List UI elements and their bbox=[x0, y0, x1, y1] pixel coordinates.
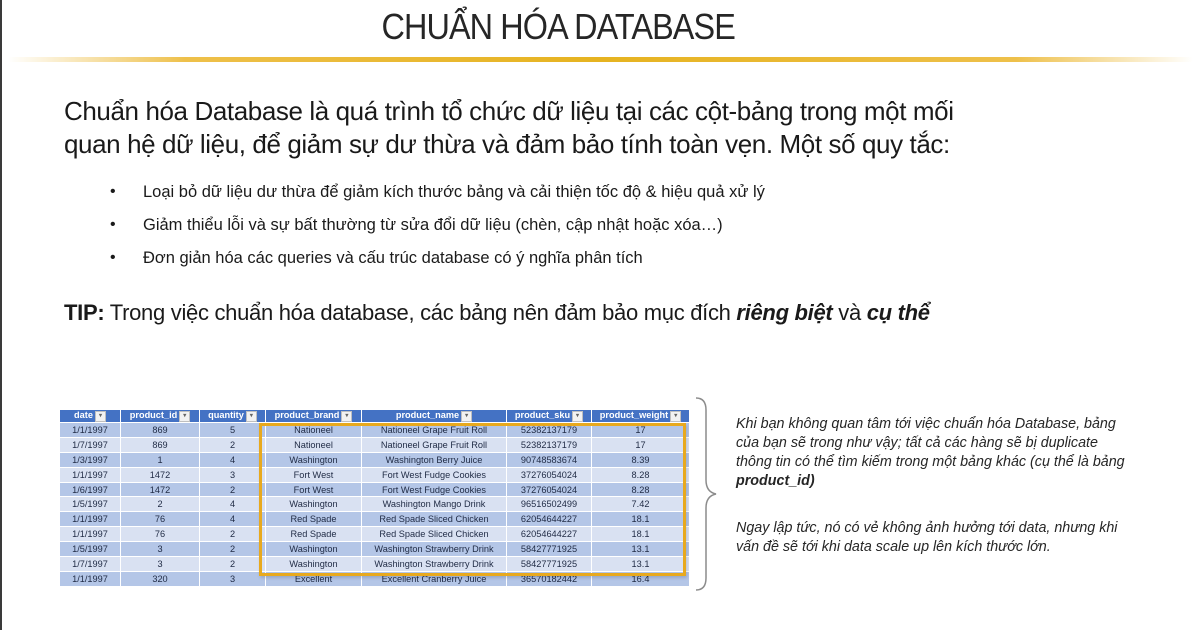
slide-left-border bbox=[0, 0, 2, 630]
table-row bbox=[60, 482, 690, 497]
cell-product-weight[interactable]: 8.28 bbox=[592, 482, 690, 497]
cell-product-name[interactable]: Excellent Cranberry Juice bbox=[362, 571, 507, 585]
cell-product-name[interactable]: Washington Strawberry Drink bbox=[362, 542, 507, 557]
cell-quantity[interactable]: 2 bbox=[200, 482, 266, 497]
column-header-product-brand[interactable]: product_brand ▾ bbox=[266, 410, 362, 423]
cell-product-weight[interactable]: 17 bbox=[592, 423, 690, 438]
table-row bbox=[60, 527, 690, 542]
cell-date[interactable]: 1/1/1997 bbox=[60, 423, 121, 438]
rules-list bbox=[108, 178, 765, 277]
column-header-product-weight[interactable]: product_weight ▾ bbox=[592, 410, 690, 423]
tip-label: TIP: bbox=[64, 300, 105, 325]
cell-product-sku[interactable]: 62054644227 bbox=[507, 527, 592, 542]
cell-date[interactable]: 1/1/1997 bbox=[60, 571, 121, 585]
tip-emphasis-1: riêng biệt bbox=[736, 300, 833, 325]
cell-quantity[interactable]: 4 bbox=[200, 497, 266, 512]
cell-product-brand[interactable]: Red Spade bbox=[266, 512, 362, 527]
bullet-icon: • bbox=[110, 249, 116, 266]
cell-date[interactable]: 1/1/1997 bbox=[60, 467, 121, 482]
cell-product-name[interactable]: Nationeel Grape Fruit Roll bbox=[362, 423, 507, 438]
cell-product-weight[interactable]: 13.1 bbox=[592, 542, 690, 557]
bullet-icon: • bbox=[110, 216, 116, 233]
cell-quantity[interactable]: 2 bbox=[200, 557, 266, 572]
cell-date[interactable]: 1/1/1997 bbox=[60, 512, 121, 527]
rule-text: Loại bỏ dữ liệu dư thừa để giảm kích thước bảng và cải thiện tốc độ & hiệu quả xử lý bbox=[143, 183, 765, 201]
cell-product-name[interactable]: Washington Strawberry Drink bbox=[362, 557, 507, 572]
cell-date[interactable]: 1/5/1997 bbox=[60, 497, 121, 512]
cell-product-weight[interactable]: 8.28 bbox=[592, 467, 690, 482]
cell-quantity[interactable]: 2 bbox=[200, 527, 266, 542]
filter-dropdown-icon[interactable]: ▾ bbox=[179, 411, 190, 422]
cell-product-weight[interactable]: 18.1 bbox=[592, 527, 690, 542]
cell-product-name[interactable]: Red Spade Sliced Chicken bbox=[362, 527, 507, 542]
cell-product-id[interactable]: 76 bbox=[121, 527, 200, 542]
right-curly-brace-icon bbox=[694, 396, 720, 592]
table-row bbox=[60, 452, 690, 467]
filter-dropdown-icon[interactable]: ▾ bbox=[670, 411, 681, 422]
cell-product-sku[interactable]: 58427771925 bbox=[507, 542, 592, 557]
cell-product-id[interactable]: 3 bbox=[121, 557, 200, 572]
cell-product-sku[interactable]: 37276054024 bbox=[507, 467, 592, 482]
rule-item bbox=[108, 244, 765, 277]
note-scale-issue: Ngay lập tức, nó có vẻ không ảnh hưởng tới data, nhưng khi vấn đề sẽ tới khi data scale up lên kích thước lớn. bbox=[736, 520, 1118, 555]
table-row bbox=[60, 542, 690, 557]
cell-product-id[interactable]: 320 bbox=[121, 571, 200, 585]
table-header-row bbox=[60, 410, 690, 423]
cell-product-sku[interactable]: 58427771925 bbox=[507, 557, 592, 572]
cell-product-weight[interactable]: 7.42 bbox=[592, 497, 690, 512]
cell-product-name[interactable]: Washington Mango Drink bbox=[362, 497, 507, 512]
cell-product-id[interactable]: 869 bbox=[121, 423, 200, 438]
title-divider bbox=[8, 57, 1193, 62]
column-header-product-sku[interactable]: product_sku ▾ bbox=[507, 410, 592, 423]
cell-quantity[interactable]: 4 bbox=[200, 452, 266, 467]
filter-dropdown-icon[interactable]: ▾ bbox=[246, 411, 257, 422]
tip-conjunction: và bbox=[832, 300, 867, 325]
filter-dropdown-icon[interactable]: ▾ bbox=[572, 411, 583, 422]
cell-product-id[interactable]: 1 bbox=[121, 452, 200, 467]
cell-date[interactable]: 1/7/1997 bbox=[60, 557, 121, 572]
cell-date[interactable]: 1/1/1997 bbox=[60, 527, 121, 542]
cell-product-sku[interactable]: 52382137179 bbox=[507, 423, 592, 438]
cell-quantity[interactable]: 4 bbox=[200, 512, 266, 527]
denormalized-table bbox=[60, 410, 690, 586]
cell-product-sku[interactable]: 96516502499 bbox=[507, 497, 592, 512]
cell-quantity[interactable]: 2 bbox=[200, 542, 266, 557]
cell-date[interactable]: 1/6/1997 bbox=[60, 482, 121, 497]
filter-dropdown-icon[interactable]: ▾ bbox=[341, 411, 352, 422]
cell-product-weight[interactable]: 13.1 bbox=[592, 557, 690, 572]
cell-product-name[interactable]: Red Spade Sliced Chicken bbox=[362, 512, 507, 527]
cell-product-brand[interactable]: Washington bbox=[266, 497, 362, 512]
cell-product-weight[interactable]: 18.1 bbox=[592, 512, 690, 527]
cell-product-sku[interactable]: 52382137179 bbox=[507, 437, 592, 452]
cell-product-name[interactable]: Fort West Fudge Cookies bbox=[362, 467, 507, 482]
cell-product-brand[interactable]: Red Spade bbox=[266, 527, 362, 542]
table-row bbox=[60, 423, 690, 438]
column-header-date[interactable]: date ▾ bbox=[60, 410, 121, 423]
cell-product-brand[interactable]: Nationeel bbox=[266, 423, 362, 438]
table-row bbox=[60, 467, 690, 482]
column-header-product-name[interactable]: product_name ▾ bbox=[362, 410, 507, 423]
table-row bbox=[60, 571, 690, 585]
cell-quantity[interactable]: 3 bbox=[200, 571, 266, 585]
cell-product-brand[interactable]: Excellent bbox=[266, 571, 362, 585]
filter-dropdown-icon[interactable]: ▾ bbox=[95, 411, 106, 422]
table-row bbox=[60, 557, 690, 572]
tip-emphasis-2: cụ thể bbox=[866, 300, 930, 325]
cell-product-weight[interactable]: 17 bbox=[592, 437, 690, 452]
cell-product-id[interactable]: 869 bbox=[121, 437, 200, 452]
column-header-product-id[interactable]: product_id ▾ bbox=[121, 410, 200, 423]
note-duplicate-info: Khi bạn không quan tâm tới việc chuẩn hóa Database, bảng của bạn sẽ trong như vậy; tất cả các hàng sẽ bị duplicate thông tin có thể tìm kiếm trong một bảng khác (cụ thể là bảng product_id) bbox=[736, 416, 1125, 489]
cell-product-brand[interactable]: Nationeel bbox=[266, 437, 362, 452]
table-row bbox=[60, 497, 690, 512]
slide-title: CHUẨN HÓA DATABASE bbox=[381, 6, 735, 47]
intro-line-2: quan hệ dữ liệu, để giảm sự dư thừa và đảm bảo tính toàn vẹn. Một số quy tắc: bbox=[64, 129, 950, 159]
filter-dropdown-icon[interactable]: ▾ bbox=[461, 411, 472, 422]
rule-text: Giảm thiểu lỗi và sự bất thường từ sửa đổi dữ liệu (chèn, cập nhật hoặc xóa…) bbox=[143, 216, 723, 234]
cell-quantity[interactable]: 3 bbox=[200, 467, 266, 482]
cell-product-brand[interactable]: Fort West bbox=[266, 467, 362, 482]
cell-product-id[interactable]: 1472 bbox=[121, 482, 200, 497]
cell-product-name[interactable]: Washington Berry Juice bbox=[362, 452, 507, 467]
cell-quantity[interactable]: 2 bbox=[200, 437, 266, 452]
intro-paragraph bbox=[64, 95, 1064, 161]
bullet-icon: • bbox=[110, 183, 116, 200]
note-table-reference: product_id) bbox=[736, 473, 815, 489]
cell-product-id[interactable]: 1472 bbox=[121, 467, 200, 482]
cell-product-id[interactable]: 2 bbox=[121, 497, 200, 512]
cell-quantity[interactable]: 5 bbox=[200, 423, 266, 438]
rule-item bbox=[108, 178, 765, 211]
cell-product-weight[interactable]: 16.4 bbox=[592, 571, 690, 585]
cell-date[interactable]: 1/7/1997 bbox=[60, 437, 121, 452]
cell-date[interactable]: 1/3/1997 bbox=[60, 452, 121, 467]
cell-product-sku[interactable]: 90748583674 bbox=[507, 452, 592, 467]
cell-product-name[interactable]: Fort West Fudge Cookies bbox=[362, 482, 507, 497]
table-row bbox=[60, 512, 690, 527]
cell-product-weight[interactable]: 8.39 bbox=[592, 452, 690, 467]
cell-product-brand[interactable]: Washington bbox=[266, 542, 362, 557]
cell-product-brand[interactable]: Washington bbox=[266, 452, 362, 467]
rule-item bbox=[108, 211, 765, 244]
cell-product-sku[interactable]: 37276054024 bbox=[507, 482, 592, 497]
tip-line bbox=[64, 300, 930, 326]
cell-product-id[interactable]: 76 bbox=[121, 512, 200, 527]
cell-product-brand[interactable]: Washington bbox=[266, 557, 362, 572]
rule-text: Đơn giản hóa các queries và cấu trúc database có ý nghĩa phân tích bbox=[143, 249, 643, 267]
table-row bbox=[60, 437, 690, 452]
sales-table bbox=[60, 410, 690, 586]
cell-product-sku[interactable]: 36570182442 bbox=[507, 571, 592, 585]
cell-product-brand[interactable]: Fort West bbox=[266, 482, 362, 497]
cell-date[interactable]: 1/5/1997 bbox=[60, 542, 121, 557]
intro-line-1: Chuẩn hóa Database là quá trình tổ chức dữ liệu tại các cột-bảng trong một mối bbox=[64, 96, 954, 126]
cell-product-name[interactable]: Nationeel Grape Fruit Roll bbox=[362, 437, 507, 452]
column-header-quantity[interactable]: quantity ▾ bbox=[200, 410, 266, 423]
tip-text: Trong việc chuẩn hóa database, các bảng nên đảm bảo mục đích bbox=[104, 300, 737, 325]
cell-product-sku[interactable]: 62054644227 bbox=[507, 512, 592, 527]
cell-product-id[interactable]: 3 bbox=[121, 542, 200, 557]
